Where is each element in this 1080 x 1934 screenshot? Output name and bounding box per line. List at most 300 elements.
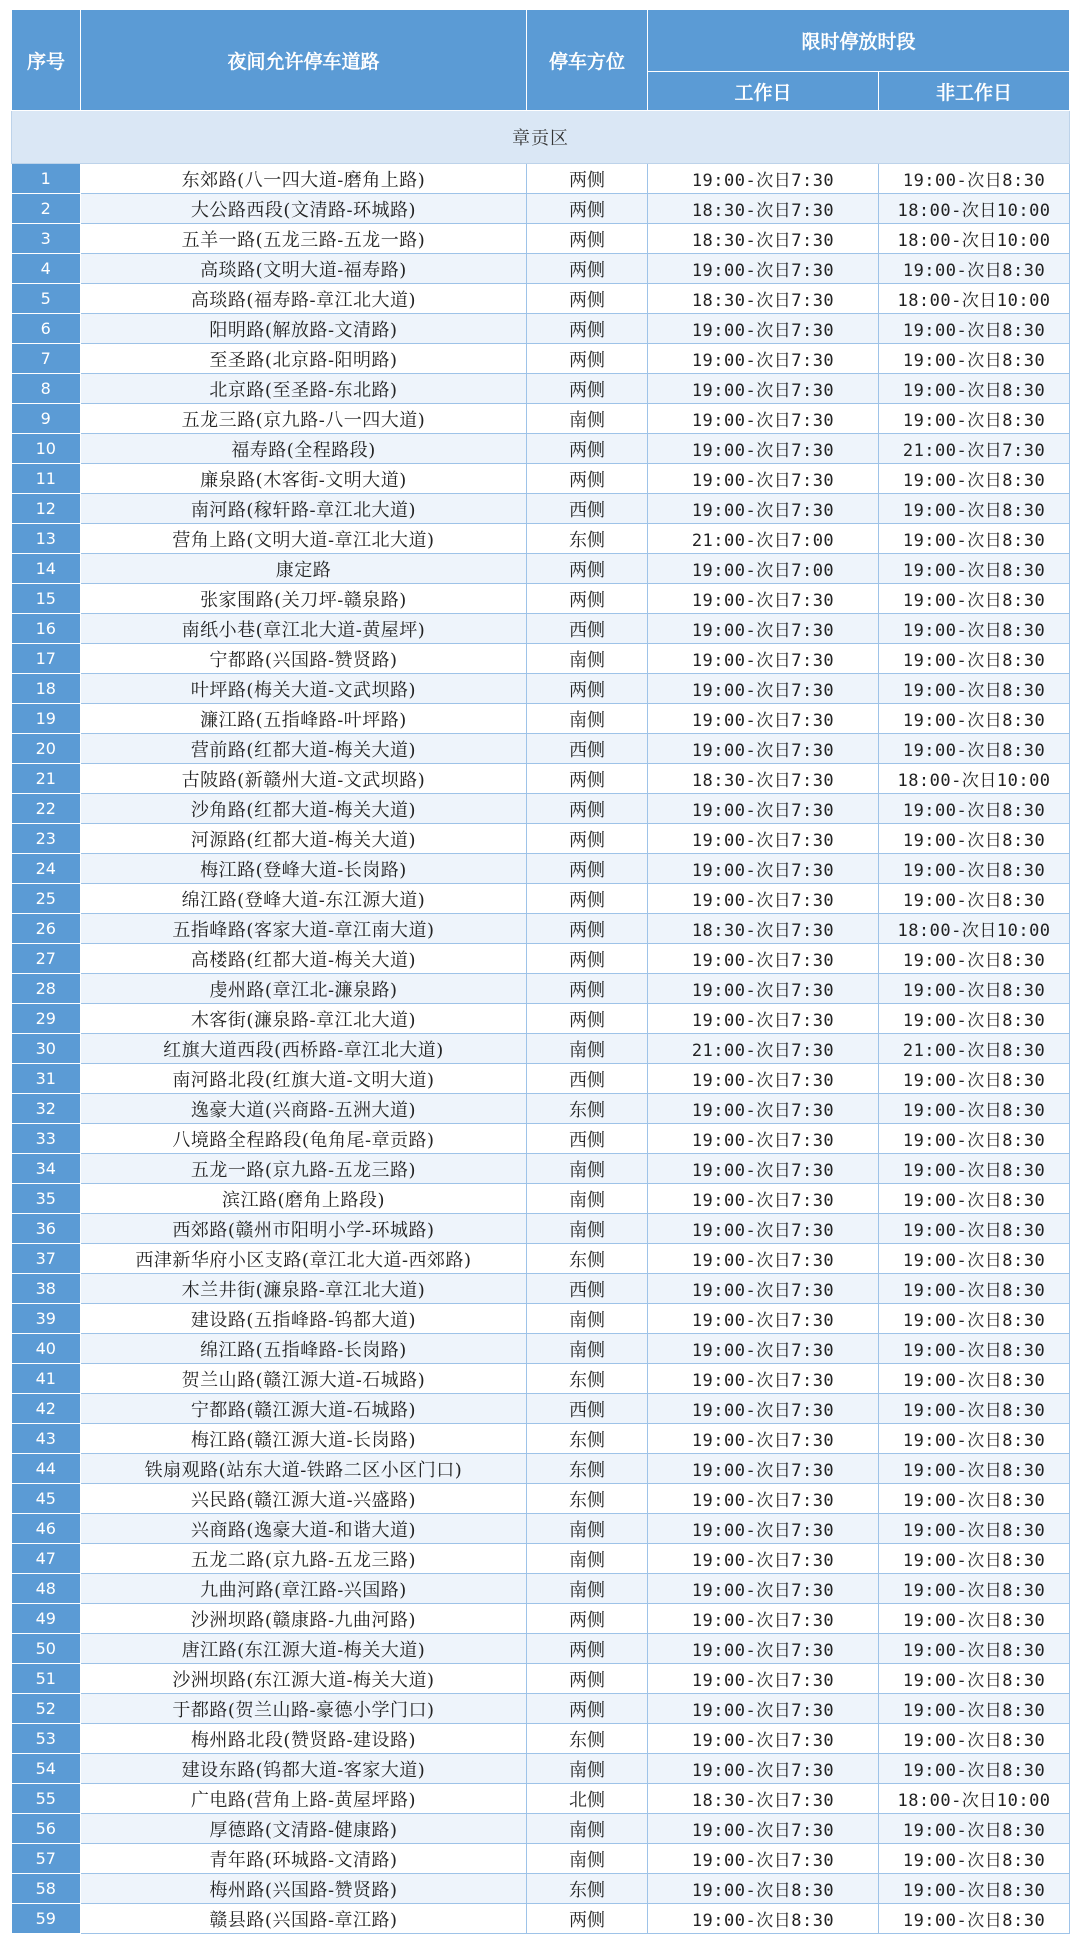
parking-side: 西侧 bbox=[527, 614, 648, 644]
road-name: 高琰路(文明大道-福寿路) bbox=[81, 254, 527, 284]
row-number: 54 bbox=[12, 1754, 81, 1784]
row-number: 42 bbox=[12, 1394, 81, 1424]
parking-side: 北侧 bbox=[527, 1784, 648, 1814]
parking-side: 西侧 bbox=[527, 494, 648, 524]
table-row bbox=[12, 854, 1070, 884]
road-name: 高楼路(红都大道-梅关大道) bbox=[81, 944, 527, 974]
road-name: 逸豪大道(兴商路-五洲大道) bbox=[81, 1094, 527, 1124]
road-name: 叶坪路(梅关大道-文武坝路) bbox=[81, 674, 527, 704]
road-name: 兴民路(赣江源大道-兴盛路) bbox=[81, 1484, 527, 1514]
row-number: 3 bbox=[12, 224, 81, 254]
row-number: 40 bbox=[12, 1334, 81, 1364]
parking-side: 南侧 bbox=[527, 1154, 648, 1184]
road-name: 南纸小巷(章江北大道-黄屋坪) bbox=[81, 614, 527, 644]
table-row bbox=[12, 1904, 1070, 1934]
table-row bbox=[12, 1034, 1070, 1064]
non-workday-period: 19:00-次日8:30 bbox=[879, 554, 1070, 584]
non-workday-period: 19:00-次日8:30 bbox=[879, 404, 1070, 434]
workday-period: 19:00-次日7:30 bbox=[648, 1844, 879, 1874]
road-name: 康定路 bbox=[81, 554, 527, 584]
non-workday-period: 19:00-次日8:30 bbox=[879, 1574, 1070, 1604]
road-name: 高琰路(福寿路-章江北大道) bbox=[81, 284, 527, 314]
workday-period: 19:00-次日7:30 bbox=[648, 1274, 879, 1304]
parking-side: 两侧 bbox=[527, 974, 648, 1004]
parking-side: 东侧 bbox=[527, 1424, 648, 1454]
row-number: 1 bbox=[12, 164, 81, 194]
workday-period: 19:00-次日7:30 bbox=[648, 1064, 879, 1094]
road-name: 广电路(营角上路-黄屋坪路) bbox=[81, 1784, 527, 1814]
table-row bbox=[12, 254, 1070, 284]
workday-period: 19:00-次日7:30 bbox=[648, 944, 879, 974]
table-row bbox=[12, 1064, 1070, 1094]
non-workday-period: 19:00-次日8:30 bbox=[879, 644, 1070, 674]
parking-side: 两侧 bbox=[527, 1604, 648, 1634]
parking-side: 南侧 bbox=[527, 644, 648, 674]
row-number: 17 bbox=[12, 644, 81, 674]
row-number: 28 bbox=[12, 974, 81, 1004]
table-row bbox=[12, 1304, 1070, 1334]
row-number: 56 bbox=[12, 1814, 81, 1844]
table-row bbox=[12, 1394, 1070, 1424]
non-workday-period: 18:00-次日10:00 bbox=[879, 224, 1070, 254]
non-workday-period: 19:00-次日8:30 bbox=[879, 1244, 1070, 1274]
workday-period: 19:00-次日8:30 bbox=[648, 1904, 879, 1934]
table-row bbox=[12, 1274, 1070, 1304]
workday-period: 18:30-次日7:30 bbox=[648, 764, 879, 794]
workday-period: 19:00-次日7:30 bbox=[648, 314, 879, 344]
workday-period: 19:00-次日7:30 bbox=[648, 1244, 879, 1274]
row-number: 39 bbox=[12, 1304, 81, 1334]
table-row bbox=[12, 674, 1070, 704]
table-row bbox=[12, 1634, 1070, 1664]
non-workday-period: 18:00-次日10:00 bbox=[879, 1784, 1070, 1814]
non-workday-period: 19:00-次日8:30 bbox=[879, 1844, 1070, 1874]
workday-period: 19:00-次日7:30 bbox=[648, 1544, 879, 1574]
non-workday-period: 19:00-次日8:30 bbox=[879, 254, 1070, 284]
road-name: 赣县路(兴国路-章江路) bbox=[81, 1904, 527, 1934]
non-workday-period: 19:00-次日8:30 bbox=[879, 524, 1070, 554]
parking-side: 两侧 bbox=[527, 224, 648, 254]
road-name: 北京路(至圣路-东北路) bbox=[81, 374, 527, 404]
row-number: 11 bbox=[12, 464, 81, 494]
row-number: 35 bbox=[12, 1184, 81, 1214]
parking-side: 南侧 bbox=[527, 1844, 648, 1874]
road-name: 绵江路(五指峰路-长岗路) bbox=[81, 1334, 527, 1364]
parking-side: 两侧 bbox=[527, 824, 648, 854]
non-workday-period: 19:00-次日8:30 bbox=[879, 674, 1070, 704]
workday-period: 18:30-次日7:30 bbox=[648, 194, 879, 224]
parking-side: 南侧 bbox=[527, 1814, 648, 1844]
row-number: 24 bbox=[12, 854, 81, 884]
non-workday-period: 19:00-次日8:30 bbox=[879, 1814, 1070, 1844]
table-header bbox=[12, 10, 1070, 164]
table-row bbox=[12, 1694, 1070, 1724]
table-row bbox=[12, 1484, 1070, 1514]
workday-period: 19:00-次日7:30 bbox=[648, 674, 879, 704]
row-number: 52 bbox=[12, 1694, 81, 1724]
table-row bbox=[12, 1124, 1070, 1154]
row-number: 36 bbox=[12, 1214, 81, 1244]
row-number: 34 bbox=[12, 1154, 81, 1184]
non-workday-period: 19:00-次日8:30 bbox=[879, 704, 1070, 734]
row-number: 29 bbox=[12, 1004, 81, 1034]
non-workday-period: 19:00-次日8:30 bbox=[879, 824, 1070, 854]
parking-side: 东侧 bbox=[527, 1364, 648, 1394]
row-number: 22 bbox=[12, 794, 81, 824]
road-name: 贺兰山路(赣江源大道-石城路) bbox=[81, 1364, 527, 1394]
workday-period: 19:00-次日7:30 bbox=[648, 1754, 879, 1784]
non-workday-period: 19:00-次日8:30 bbox=[879, 1664, 1070, 1694]
workday-period: 19:00-次日7:30 bbox=[648, 404, 879, 434]
table-row bbox=[12, 494, 1070, 524]
parking-side: 东侧 bbox=[527, 1874, 648, 1904]
parking-table-container bbox=[11, 9, 1069, 1934]
workday-period: 19:00-次日7:30 bbox=[648, 254, 879, 284]
row-number: 27 bbox=[12, 944, 81, 974]
non-workday-period: 19:00-次日8:30 bbox=[879, 314, 1070, 344]
parking-side: 两侧 bbox=[527, 464, 648, 494]
row-number: 57 bbox=[12, 1844, 81, 1874]
parking-side: 南侧 bbox=[527, 704, 648, 734]
table-row bbox=[12, 1004, 1070, 1034]
parking-side: 两侧 bbox=[527, 1664, 648, 1694]
non-workday-period: 19:00-次日8:30 bbox=[879, 1904, 1070, 1934]
row-number: 2 bbox=[12, 194, 81, 224]
non-workday-period: 19:00-次日8:30 bbox=[879, 1334, 1070, 1364]
workday-period: 19:00-次日7:30 bbox=[648, 704, 879, 734]
table-row bbox=[12, 824, 1070, 854]
row-number: 58 bbox=[12, 1874, 81, 1904]
workday-period: 19:00-次日7:30 bbox=[648, 1154, 879, 1184]
row-number: 25 bbox=[12, 884, 81, 914]
workday-period: 19:00-次日7:30 bbox=[648, 734, 879, 764]
table-row bbox=[12, 1544, 1070, 1574]
workday-period: 21:00-次日7:00 bbox=[648, 524, 879, 554]
table-row bbox=[12, 1184, 1070, 1214]
workday-period: 19:00-次日7:30 bbox=[648, 884, 879, 914]
workday-period: 19:00-次日7:30 bbox=[648, 164, 879, 194]
row-number: 49 bbox=[12, 1604, 81, 1634]
row-number: 48 bbox=[12, 1574, 81, 1604]
workday-period: 19:00-次日7:30 bbox=[648, 1694, 879, 1724]
non-workday-period: 19:00-次日8:30 bbox=[879, 584, 1070, 614]
road-name: 南河路(稼轩路-章江北大道) bbox=[81, 494, 527, 524]
non-workday-period: 18:00-次日10:00 bbox=[879, 194, 1070, 224]
parking-side: 两侧 bbox=[527, 1694, 648, 1724]
parking-side: 两侧 bbox=[527, 884, 648, 914]
non-workday-period: 19:00-次日8:30 bbox=[879, 1004, 1070, 1034]
row-number: 5 bbox=[12, 284, 81, 314]
header-road: 夜间允许停车道路 bbox=[81, 10, 527, 111]
row-number: 26 bbox=[12, 914, 81, 944]
road-name: 西郊路(赣州市阳明小学-环城路) bbox=[81, 1214, 527, 1244]
non-workday-period: 19:00-次日8:30 bbox=[879, 1214, 1070, 1244]
road-name: 沙角路(红都大道-梅关大道) bbox=[81, 794, 527, 824]
table-row bbox=[12, 1724, 1070, 1754]
row-number: 13 bbox=[12, 524, 81, 554]
parking-side: 南侧 bbox=[527, 1334, 648, 1364]
header-no: 序号 bbox=[12, 10, 81, 111]
table-row bbox=[12, 764, 1070, 794]
row-number: 20 bbox=[12, 734, 81, 764]
workday-period: 19:00-次日7:30 bbox=[648, 494, 879, 524]
table-row bbox=[12, 1154, 1070, 1184]
parking-side: 南侧 bbox=[527, 404, 648, 434]
table-row bbox=[12, 194, 1070, 224]
table-row bbox=[12, 1334, 1070, 1364]
row-number: 38 bbox=[12, 1274, 81, 1304]
road-name: 铁扇观路(站东大道-铁路二区小区门口) bbox=[81, 1454, 527, 1484]
road-name: 宁都路(兴国路-赞贤路) bbox=[81, 644, 527, 674]
parking-side: 西侧 bbox=[527, 1064, 648, 1094]
workday-period: 19:00-次日7:30 bbox=[648, 434, 879, 464]
parking-side: 两侧 bbox=[527, 374, 648, 404]
non-workday-period: 19:00-次日8:30 bbox=[879, 1394, 1070, 1424]
row-number: 32 bbox=[12, 1094, 81, 1124]
parking-side: 两侧 bbox=[527, 254, 648, 284]
row-number: 30 bbox=[12, 1034, 81, 1064]
non-workday-period: 19:00-次日8:30 bbox=[879, 1094, 1070, 1124]
non-workday-period: 19:00-次日8:30 bbox=[879, 1424, 1070, 1454]
table-row bbox=[12, 464, 1070, 494]
table-row bbox=[12, 1754, 1070, 1784]
non-workday-period: 19:00-次日8:30 bbox=[879, 1484, 1070, 1514]
row-number: 47 bbox=[12, 1544, 81, 1574]
row-number: 50 bbox=[12, 1634, 81, 1664]
parking-side: 两侧 bbox=[527, 1634, 648, 1664]
table-row bbox=[12, 284, 1070, 314]
road-name: 濂江路(五指峰路-叶坪路) bbox=[81, 704, 527, 734]
parking-side: 两侧 bbox=[527, 1904, 648, 1934]
table-row bbox=[12, 404, 1070, 434]
parking-side: 西侧 bbox=[527, 1394, 648, 1424]
non-workday-period: 19:00-次日8:30 bbox=[879, 464, 1070, 494]
road-name: 虔州路(章江北-濂泉路) bbox=[81, 974, 527, 1004]
parking-side: 两侧 bbox=[527, 164, 648, 194]
road-name: 大公路西段(文清路-环城路) bbox=[81, 194, 527, 224]
table-row bbox=[12, 1514, 1070, 1544]
workday-period: 18:30-次日7:30 bbox=[648, 224, 879, 254]
row-number: 45 bbox=[12, 1484, 81, 1514]
parking-side: 南侧 bbox=[527, 1514, 648, 1544]
table-row bbox=[12, 374, 1070, 404]
parking-side: 南侧 bbox=[527, 1544, 648, 1574]
workday-period: 19:00-次日7:30 bbox=[648, 614, 879, 644]
road-name: 营前路(红都大道-梅关大道) bbox=[81, 734, 527, 764]
workday-period: 19:00-次日7:30 bbox=[648, 464, 879, 494]
road-name: 建设东路(钨都大道-客家大道) bbox=[81, 1754, 527, 1784]
night-parking-table bbox=[11, 9, 1070, 1934]
table-row bbox=[12, 1574, 1070, 1604]
road-name: 绵江路(登峰大道-东江源大道) bbox=[81, 884, 527, 914]
parking-side: 南侧 bbox=[527, 1214, 648, 1244]
table-row bbox=[12, 1454, 1070, 1484]
table-row bbox=[12, 1364, 1070, 1394]
road-name: 福寿路(全程路段) bbox=[81, 434, 527, 464]
table-row bbox=[12, 1424, 1070, 1454]
road-name: 五羊一路(五龙三路-五龙一路) bbox=[81, 224, 527, 254]
road-name: 九曲河路(章江路-兴国路) bbox=[81, 1574, 527, 1604]
road-name: 古陂路(新赣州大道-文武坝路) bbox=[81, 764, 527, 794]
road-name: 木客街(濂泉路-章江北大道) bbox=[81, 1004, 527, 1034]
road-name: 滨江路(磨角上路段) bbox=[81, 1184, 527, 1214]
workday-period: 19:00-次日7:30 bbox=[648, 1004, 879, 1034]
row-number: 16 bbox=[12, 614, 81, 644]
road-name: 西津新华府小区支路(章江北大道-西郊路) bbox=[81, 1244, 527, 1274]
parking-side: 两侧 bbox=[527, 194, 648, 224]
non-workday-period: 19:00-次日8:30 bbox=[879, 854, 1070, 884]
non-workday-period: 19:00-次日8:30 bbox=[879, 1634, 1070, 1664]
table-row bbox=[12, 224, 1070, 254]
non-workday-period: 19:00-次日8:30 bbox=[879, 1154, 1070, 1184]
workday-period: 19:00-次日7:30 bbox=[648, 1574, 879, 1604]
workday-period: 19:00-次日7:30 bbox=[648, 1424, 879, 1454]
workday-period: 19:00-次日8:30 bbox=[648, 1874, 879, 1904]
workday-period: 19:00-次日7:00 bbox=[648, 554, 879, 584]
row-number: 8 bbox=[12, 374, 81, 404]
workday-period: 19:00-次日7:30 bbox=[648, 1724, 879, 1754]
workday-period: 19:00-次日7:30 bbox=[648, 854, 879, 884]
road-name: 宁都路(赣江源大道-石城路) bbox=[81, 1394, 527, 1424]
non-workday-period: 21:00-次日7:30 bbox=[879, 434, 1070, 464]
parking-side: 东侧 bbox=[527, 524, 648, 554]
non-workday-period: 19:00-次日8:30 bbox=[879, 1694, 1070, 1724]
road-name: 梅州路北段(赞贤路-建设路) bbox=[81, 1724, 527, 1754]
parking-side: 东侧 bbox=[527, 1724, 648, 1754]
workday-period: 19:00-次日7:30 bbox=[648, 1604, 879, 1634]
road-name: 五龙一路(京九路-五龙三路) bbox=[81, 1154, 527, 1184]
road-name: 梅州路(兴国路-赞贤路) bbox=[81, 1874, 527, 1904]
workday-period: 19:00-次日7:30 bbox=[648, 1814, 879, 1844]
table-row bbox=[12, 524, 1070, 554]
parking-side: 两侧 bbox=[527, 674, 648, 704]
workday-period: 19:00-次日7:30 bbox=[648, 1484, 879, 1514]
non-workday-period: 19:00-次日8:30 bbox=[879, 1184, 1070, 1214]
workday-period: 19:00-次日7:30 bbox=[648, 1334, 879, 1364]
road-name: 梅江路(赣江源大道-长岗路) bbox=[81, 1424, 527, 1454]
road-name: 至圣路(北京路-阳明路) bbox=[81, 344, 527, 374]
road-name: 东郊路(八一四大道-磨角上路) bbox=[81, 164, 527, 194]
workday-period: 19:00-次日7:30 bbox=[648, 1094, 879, 1124]
road-name: 木兰井街(濂泉路-章江北大道) bbox=[81, 1274, 527, 1304]
non-workday-period: 19:00-次日8:30 bbox=[879, 974, 1070, 1004]
table-row bbox=[12, 884, 1070, 914]
parking-side: 西侧 bbox=[527, 1274, 648, 1304]
table-row bbox=[12, 1214, 1070, 1244]
header-period: 限时停放时段 bbox=[648, 10, 1070, 72]
workday-period: 18:30-次日7:30 bbox=[648, 914, 879, 944]
non-workday-period: 21:00-次日8:30 bbox=[879, 1034, 1070, 1064]
parking-side: 南侧 bbox=[527, 1304, 648, 1334]
table-row bbox=[12, 1814, 1070, 1844]
table-row bbox=[12, 434, 1070, 464]
row-number: 14 bbox=[12, 554, 81, 584]
non-workday-period: 18:00-次日10:00 bbox=[879, 284, 1070, 314]
header-side: 停车方位 bbox=[527, 10, 648, 111]
row-number: 12 bbox=[12, 494, 81, 524]
table-row bbox=[12, 614, 1070, 644]
parking-side: 南侧 bbox=[527, 1574, 648, 1604]
table-row bbox=[12, 584, 1070, 614]
row-number: 44 bbox=[12, 1454, 81, 1484]
road-name: 张家围路(关刀坪-赣泉路) bbox=[81, 584, 527, 614]
workday-period: 19:00-次日7:30 bbox=[648, 1454, 879, 1484]
table-row bbox=[12, 914, 1070, 944]
road-name: 八境路全程路段(龟角尾-章贡路) bbox=[81, 1124, 527, 1154]
road-name: 阳明路(解放路-文清路) bbox=[81, 314, 527, 344]
workday-period: 19:00-次日7:30 bbox=[648, 794, 879, 824]
non-workday-period: 19:00-次日8:30 bbox=[879, 884, 1070, 914]
parking-side: 两侧 bbox=[527, 794, 648, 824]
row-number: 4 bbox=[12, 254, 81, 284]
row-number: 46 bbox=[12, 1514, 81, 1544]
workday-period: 19:00-次日7:30 bbox=[648, 1394, 879, 1424]
table-row bbox=[12, 1844, 1070, 1874]
non-workday-period: 19:00-次日8:30 bbox=[879, 494, 1070, 524]
parking-side: 南侧 bbox=[527, 1754, 648, 1784]
table-row bbox=[12, 344, 1070, 374]
road-name: 五龙三路(京九路-八一四大道) bbox=[81, 404, 527, 434]
road-name: 廉泉路(木客街-文明大道) bbox=[81, 464, 527, 494]
non-workday-period: 18:00-次日10:00 bbox=[879, 914, 1070, 944]
row-number: 55 bbox=[12, 1784, 81, 1814]
table-row bbox=[12, 1604, 1070, 1634]
row-number: 43 bbox=[12, 1424, 81, 1454]
non-workday-period: 19:00-次日8:30 bbox=[879, 944, 1070, 974]
parking-side: 两侧 bbox=[527, 764, 648, 794]
parking-side: 两侧 bbox=[527, 284, 648, 314]
row-number: 37 bbox=[12, 1244, 81, 1274]
parking-side: 东侧 bbox=[527, 1094, 648, 1124]
row-number: 18 bbox=[12, 674, 81, 704]
road-name: 青年路(环城路-文清路) bbox=[81, 1844, 527, 1874]
non-workday-period: 19:00-次日8:30 bbox=[879, 1604, 1070, 1634]
non-workday-period: 19:00-次日8:30 bbox=[879, 614, 1070, 644]
table-row bbox=[12, 1664, 1070, 1694]
table-row bbox=[12, 794, 1070, 824]
workday-period: 19:00-次日7:30 bbox=[648, 974, 879, 1004]
table-row bbox=[12, 644, 1070, 674]
road-name: 红旗大道西段(西桥路-章江北大道) bbox=[81, 1034, 527, 1064]
row-number: 23 bbox=[12, 824, 81, 854]
row-number: 51 bbox=[12, 1664, 81, 1694]
parking-side: 两侧 bbox=[527, 554, 648, 584]
workday-period: 19:00-次日7:30 bbox=[648, 1364, 879, 1394]
workday-period: 19:00-次日7:30 bbox=[648, 1124, 879, 1154]
parking-side: 西侧 bbox=[527, 1124, 648, 1154]
row-number: 10 bbox=[12, 434, 81, 464]
non-workday-period: 19:00-次日8:30 bbox=[879, 734, 1070, 764]
road-name: 兴商路(逸豪大道-和谐大道) bbox=[81, 1514, 527, 1544]
parking-side: 两侧 bbox=[527, 1004, 648, 1034]
parking-side: 两侧 bbox=[527, 434, 648, 464]
non-workday-period: 19:00-次日8:30 bbox=[879, 1064, 1070, 1094]
workday-period: 21:00-次日7:30 bbox=[648, 1034, 879, 1064]
table-row bbox=[12, 554, 1070, 584]
parking-side: 东侧 bbox=[527, 1244, 648, 1274]
row-number: 41 bbox=[12, 1364, 81, 1394]
road-name: 五指峰路(客家大道-章江南大道) bbox=[81, 914, 527, 944]
table-row bbox=[12, 1244, 1070, 1274]
non-workday-period: 19:00-次日8:30 bbox=[879, 1364, 1070, 1394]
parking-side: 南侧 bbox=[527, 1184, 648, 1214]
table-row bbox=[12, 704, 1070, 734]
non-workday-period: 19:00-次日8:30 bbox=[879, 1874, 1070, 1904]
workday-period: 19:00-次日7:30 bbox=[648, 344, 879, 374]
parking-side: 两侧 bbox=[527, 914, 648, 944]
road-name: 唐江路(东江源大道-梅关大道) bbox=[81, 1634, 527, 1664]
row-number: 19 bbox=[12, 704, 81, 734]
